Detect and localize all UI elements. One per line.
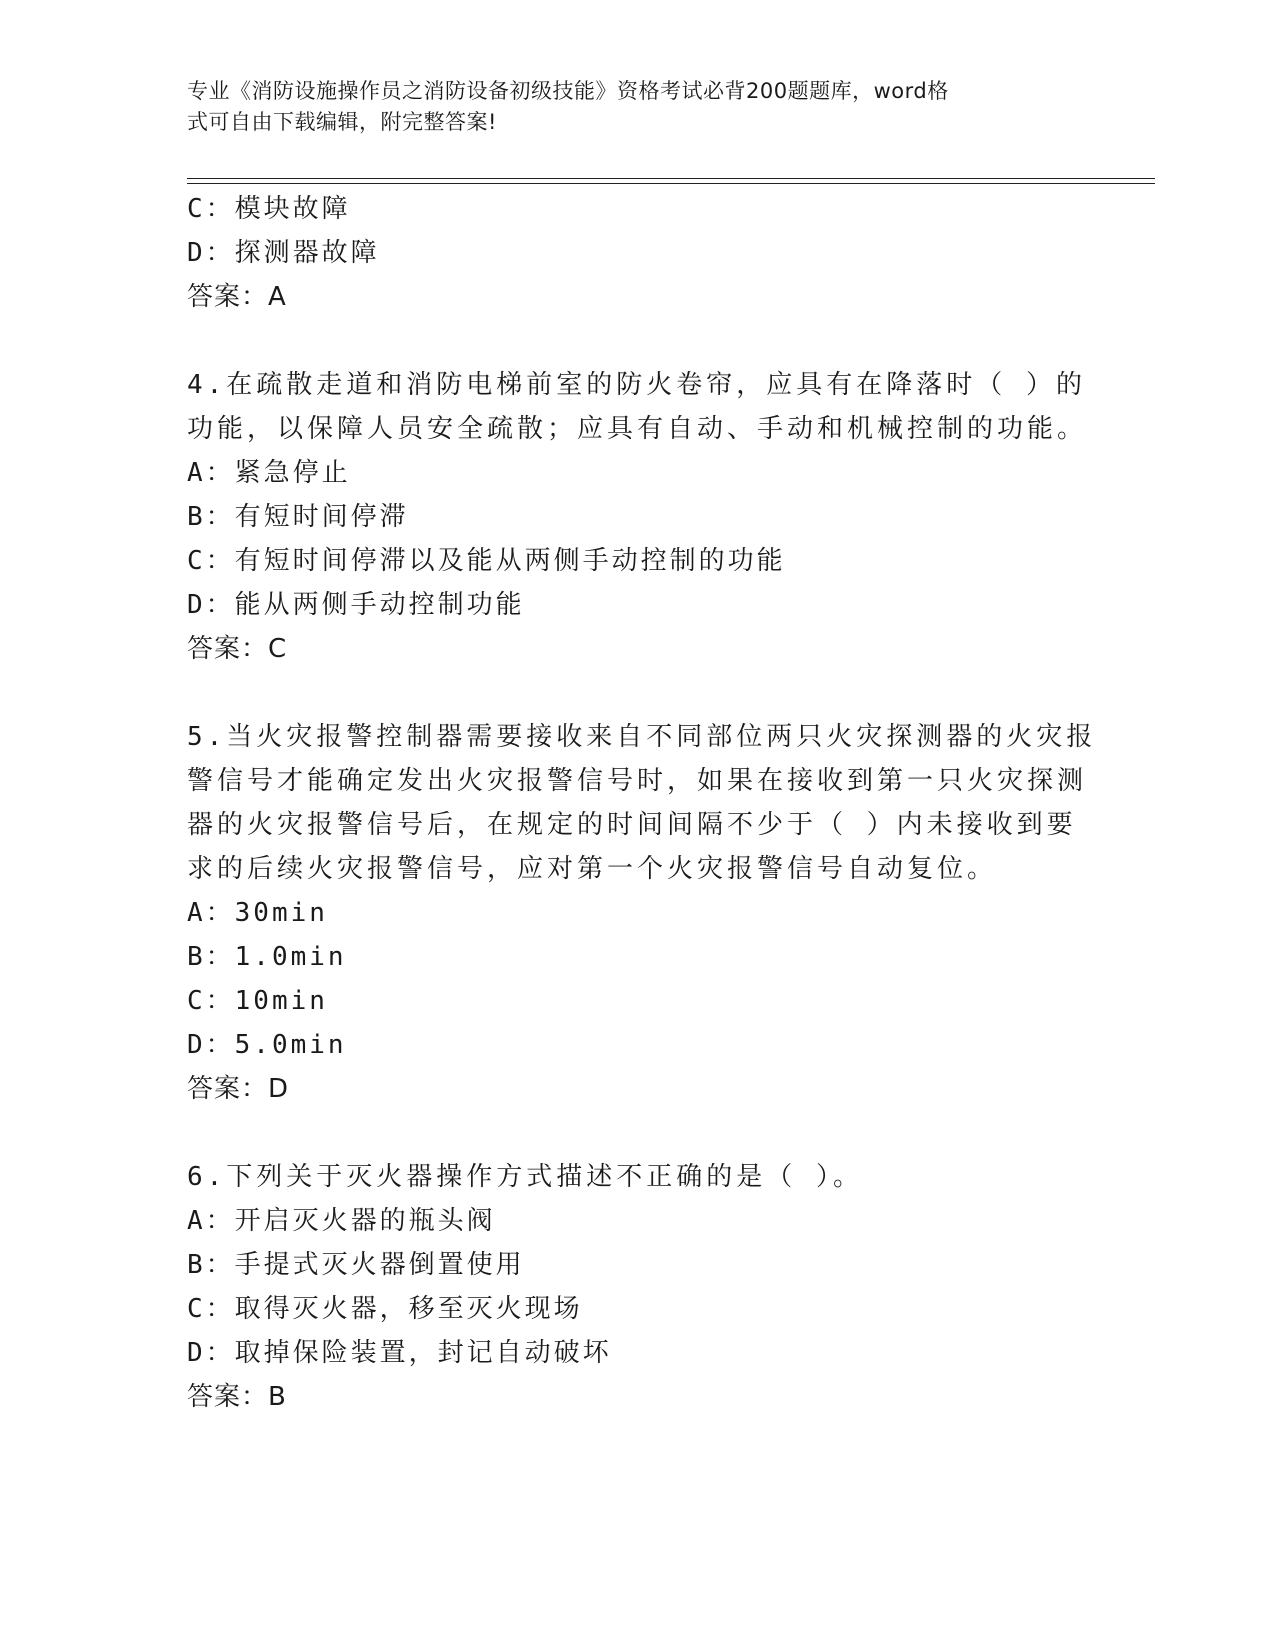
q5-stem-line-4: 求的后续火灾报警信号，应对第一个火灾报警信号自动复位。 (187, 854, 998, 884)
q5-stem-line-1: 5.当火灾报警控制器需要接收来自不同部位两只火灾探测器的火灾报 (187, 722, 1097, 752)
q4-option-c: C：有短时间停滞以及能从两侧手动控制的功能 (187, 546, 786, 576)
q5-option-d: D：5.0min (187, 1030, 347, 1060)
q5-option-b: B：1.0min (187, 942, 347, 972)
header-title-line-1: 专业《消防设施操作员之消防设备初级技能》资格考试必背200题题库，word格 (187, 79, 949, 103)
q4-option-d: D：能从两侧手动控制功能 (187, 590, 525, 620)
header-title-line-2: 式可自由下载编辑，附完整答案! (187, 110, 497, 134)
q3-option-d: D：探测器故障 (187, 238, 380, 268)
q6-stem-line-1: 6.下列关于灭火器操作方式描述不正确的是（ ）。 (187, 1162, 863, 1192)
q5-answer: 答案：D (187, 1074, 290, 1104)
q5-stem-line-3: 器的火灾报警信号后，在规定的时间间隔不少于（ ）内未接收到要 (187, 810, 1077, 840)
q6-option-c: C：取得灭火器，移至灭火现场 (187, 1294, 583, 1324)
q4-option-b: B：有短时间停滞 (187, 502, 409, 532)
q6-option-b: B：手提式灭火器倒置使用 (187, 1250, 525, 1280)
q5-stem-line-2: 警信号才能确定发出火灾报警信号时，如果在接收到第一只火灾探测 (187, 766, 1088, 796)
q6-option-a: A：开启灭火器的瓶头阀 (187, 1206, 496, 1236)
q4-stem-line-1: 4.在疏散走道和消防电梯前室的防火卷帘，应具有在降落时（ ）的 (187, 370, 1086, 400)
q3-answer: 答案：A (187, 282, 287, 312)
document-header (187, 76, 1067, 138)
q5-option-c: C：10min (187, 986, 328, 1016)
q4-stem-line-2: 功能，以保障人员安全疏散；应具有自动、手动和机械控制的功能。 (187, 414, 1088, 444)
q4-answer: 答案：C (187, 634, 288, 664)
q6-answer: 答案：B (187, 1382, 287, 1412)
header-divider-bottom (187, 183, 1155, 184)
q5-option-a: A：30min (187, 898, 328, 928)
q6-option-d: D：取掉保险装置，封记自动破坏 (187, 1338, 612, 1368)
header-divider-top (187, 178, 1155, 179)
q3-option-c: C：模块故障 (187, 194, 351, 224)
q4-option-a: A：紧急停止 (187, 458, 351, 488)
